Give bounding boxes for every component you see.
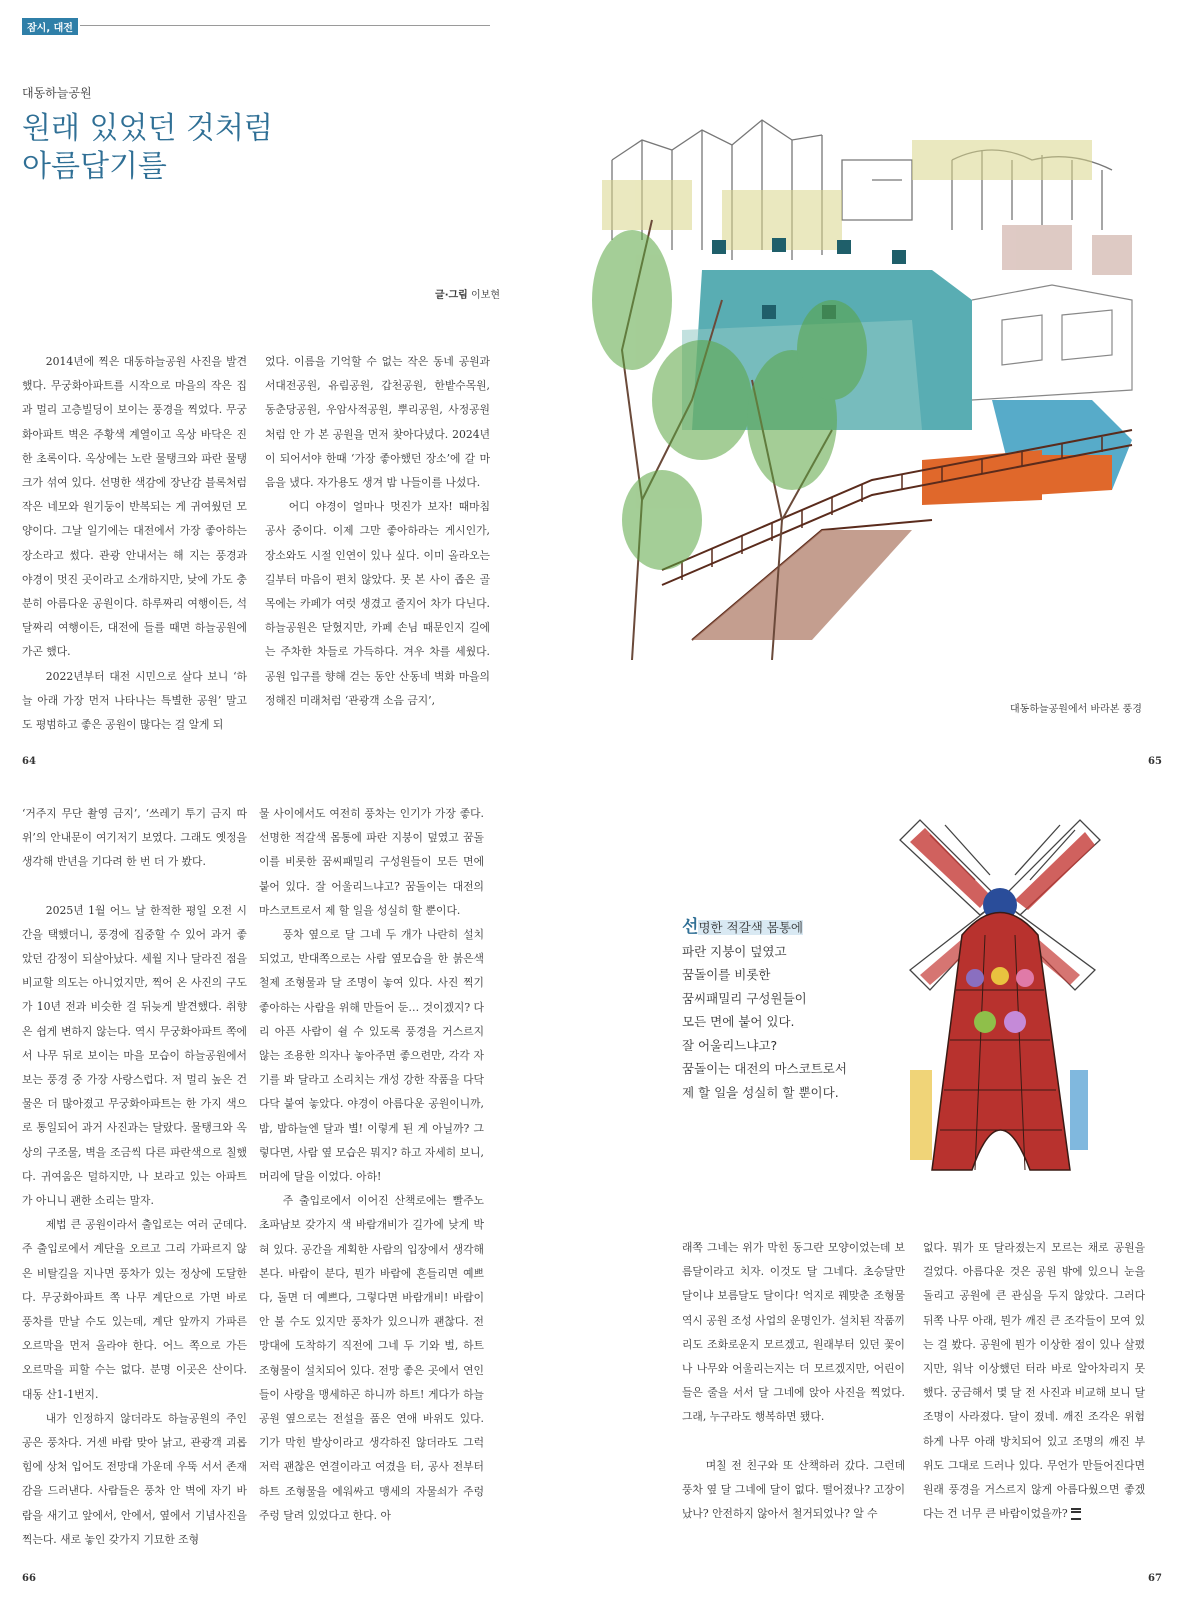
byline-role: 글·그림 <box>435 290 468 301</box>
pull-quote-line: 꿈돌이를 비롯한 <box>682 967 771 982</box>
page-number-64: 64 <box>22 756 36 767</box>
title-line-1: 원래 있었던 것처럼 <box>22 111 273 146</box>
pull-quote-line: 모든 면에 붙어 있다. <box>682 1014 795 1029</box>
pull-quote-line: 파란 지붕이 덮였고 <box>682 943 787 959</box>
paragraph: 며칠 전 친구와 또 산책하러 갔다. 그런데 풍차 옆 달 그네에 달이 없다. 떨어졌나? 고장이 났나? 안전하지 않아서 철거되었나? 알 수 <box>682 1458 905 1521</box>
page-number-67: 67 <box>1148 1573 1162 1584</box>
illustration-caption: 대동하늘공원에서 바라본 풍경 <box>1010 704 1142 715</box>
pull-quote <box>682 916 892 1104</box>
byline <box>400 286 500 301</box>
end-mark-icon <box>1071 1508 1081 1520</box>
paragraph: 주 출입로에서 이어진 산책로에는 빨주노초파남보 갖가지 색 바람개비가 길가에 낮게 박혀 있다. 공간을 계획한 사람의 입장에서 생각해 본다. 바람이 분다, 뭔가 바람에 흔들리면 예쁘다, 돌면 더 예쁘다, 그렇다면 바람개비! 바람이 안 불 수도 있지만 풍차가 있으니까 괜찮다. 전망대에 도착하기 직전에 그네 두 기와 벌, 하트 조형물이 설치되어 있다. 전망 좋은 곳에서 연인들이 사랑을 맹세하곤 하니까 하트! 게다가 하늘공원 옆으로는 전설을 품은 연애 바위도 있다. 기가 막힌 발상이라고 생각하진 않더라도 그럭저럭 괜찮은 연결이라고 여겼을 터, 공사 전부터 하트 조형물을 에워싸고 맹세의 자물쇠가 주렁주렁 달려 있었다고 한다. 아 <box>259 1194 484 1522</box>
page67-column-2 <box>923 1236 1145 1526</box>
pull-quote-initial: 선 <box>682 917 699 937</box>
section-tag: 잠시, 대전 <box>22 18 78 35</box>
page66-column-1 <box>22 802 247 1552</box>
park-view-illustration <box>572 100 1152 660</box>
paragraph: 내가 인정하지 않더라도 하늘공원의 주인공은 풍차다. 거센 바람 맞아 낡고, 관광객 괴롭힘에 상처 입어도 전망대 가운데 우뚝 서서 존재감을 드러낸다. 사람들은 풍차 안 벽에 자기 바람을 새기고 앞에서, 안에서, 옆에서 기념사진을 찍는다. 새로 놓인 갖가지 기묘한 조형 <box>22 1411 247 1546</box>
pull-quote-line: 제 할 일을 성실히 할 뿐이다. <box>682 1084 839 1100</box>
paragraph: 어디 야경이 얼마나 멋진가 보자! 때마침 공사 중이다. 이제 그만 좋아하라는 게시인가, 장소와도 시절 인연이 있나 싶다. 이미 올라오는 길부터 마음이 편치 않았다. 못 본 사이 좁은 골목에는 카페가 여럿 생겼고 줄지어 차가 다닌다. 하늘공원은 닫혔지만, 카페 손님 때문인지 길에는 주차한 차들로 가득하다. 겨우 차를 세웠다. 공원 입구를 향해 걷는 동안 산동네 벽화 마을의 정해진 미래처럼 ‘관광객 소음 금지’, <box>265 500 490 707</box>
title-line-2: 아름답기를 <box>22 149 167 184</box>
pull-quote-first-line: 명한 적갈색 몸통에 <box>698 920 803 935</box>
paragraph-text: 없다. 뭐가 또 달라졌는지 모르는 채로 공원을 걸었다. 아름다운 것은 공원 밖에 있으니 눈을 돌리고 공원에 큰 관심을 두지 않았다. 그러다 뒤쪽 나무 아래, 뭔가 깨진 큰 조각들이 모여 있는 걸 봤다. 공원에 뭔가 이상한 점이 있나 살폈지만, 워낙 이상했던 터라 바로 알아차리지 못했다. 궁금해서 몇 달 전 사진과 비교해 보니 달조명이 사라졌다. 달이 졌네. 깨진 조각은 위험하게 나무 아래 방치되어 있고 조명의 깨진 부위도 그대로 드러나 있다. 무언가 만들어진다면 원래 풍경을 거스르지 않게 아름다웠으면 좋겠다는 건 너무 큰 바람이었을까? <box>923 1241 1145 1521</box>
header-rule <box>80 25 490 26</box>
paragraph: 2022년부터 대전 시민으로 살다 보니 ‘하늘 아래 가장 먼저 나타나는 특별한 공원’ 말고도 평범하고 좋은 공원이 많다는 걸 알게 되 <box>22 669 247 732</box>
paragraph: 2014년에 찍은 대동하늘공원 사진을 발견했다. 무궁화아파트를 시작으로 마을의 작은 집과 멀리 고층빌딩이 보이는 풍경을 찍었다. 무궁화아파트 벽은 주황색 계열이고 옥상 바닥은 진한 초록이다. 옥상에는 노란 물탱크와 파란 물탱크가 섞여 있다. 선명한 색감에 장난감 블록처럼 작은 네모와 원기둥이 반복되는 게 귀여웠던 모양이다. 그날 일기에는 대전에서 가장 좋아하는 장소라고 썼다. 관광 안내서는 해 지는 풍경과 야경이 멋진 곳이라고 소개하지만, 낮에 가도 충분히 아름다운 공원이다. 하루짜리 여행이든, 석 달짜리 여행이든, 대전에 들를 때면 하늘공원에 가곤 했다. <box>22 355 247 659</box>
page67-column-1 <box>682 1236 905 1526</box>
page66-column-2 <box>259 802 484 1528</box>
page-number-65: 65 <box>1148 756 1162 767</box>
paragraph: 었다. 이름을 기억할 수 없는 작은 동네 공원과 서대전공원, 유림공원, 갑천공원, 한밭수목원, 동춘당공원, 우암사적공원, 뿌리공원, 사정공원처럼 안 가 본 공원을 먼저 찾아다녔다. 2024년이 되어서야 한때 ‘가장 좋아했던 장소’에 갈 마음을 냈다. 자가용도 생겨 밤 나들이를 나섰다. <box>265 355 490 490</box>
pull-quote-line: 꿈돌이는 대전의 마스코트로서 <box>682 1061 847 1076</box>
pull-quote-line: 잘 어울리느냐고? <box>682 1037 778 1053</box>
paragraph <box>923 1236 1145 1526</box>
paragraph: 물 사이에서도 여전히 풍차는 인기가 가장 좋다. 선명한 적갈색 몸통에 파란 지붕이 덮였고 꿈돌이를 비롯한 꿈씨패밀리 구성원들이 모든 면에 붙어 있다. 잘 어울리느냐고? 꿈돌이는 대전의 마스코트로서 제 할 일을 성실히 할 뿐이다. <box>259 807 484 917</box>
byline-name: 이보현 <box>471 290 500 301</box>
pull-quote-line <box>682 916 892 940</box>
pull-quote-line: 꿈씨패밀리 구성원들이 <box>682 990 807 1006</box>
paragraph: ‘거주지 무단 촬영 금지’, ‘쓰레기 투기 금지 따위’의 안내문이 여기저기 보였다. 그래도 옛정을 생각해 반년을 기다려 한 번 더 가 봤다. <box>22 807 247 869</box>
page-number-66: 66 <box>22 1573 36 1584</box>
windmill-illustration <box>880 800 1140 1220</box>
paragraph: 래쪽 그네는 위가 막힌 동그란 모양이었는데 보름달이라고 치자. 이것도 달 그네다. 초승달만 달이냐 보름달도 달이다! 억지로 꿰맞춘 조형물 역시 공원 조성 사업의 운명인가. 설치된 작품끼리도 조화로운지 모르겠고, 원래부터 있던 꽃이나 나무와 어울리는지는 더 모르겠지만, 어린이들은 줄을 서서 달 그네에 앉아 사진을 찍었다. 그래, 누구라도 행복하면 됐다. <box>682 1241 905 1424</box>
page64-column-1 <box>22 350 247 737</box>
paragraph: 풍차 옆으로 달 그네 두 개가 나란히 설치되었고, 반대쪽으로는 사람 옆모습을 한 붉은색 철제 조형물과 달 조명이 놓여 있다. 사진 찍기 좋아하는 사람을 위해 만들어 둔… 것이겠지? 다리 아픈 사람이 쉴 수 있도록 풍경을 거스르지 않는 조용한 의자나 놓아주면 좋으련만, 각각 자기를 봐 달라고 소리치는 개성 강한 작품을 다닥다닥 붙여 놓았다. 야경이 아름다운 공원이니까, 밤, 밤하늘엔 달과 별! 이렇게 된 게 아닐까? 그렇다면, 사람 옆 모습은 뭐지? 하고 자세히 보니, 머리에 달을 이었다. 아하! <box>259 928 484 1184</box>
paragraph: 2025년 1월 어느 날 한적한 평일 오전 시간을 택했더니, 풍경에 집중할 수 있어 과거 좋았던 감정이 되살아났다. 세월 지나 달라진 점을 비교할 의도는 아니었지만, 찍어 온 사진의 구도가 10년 전과 비슷한 걸 뒤늦게 발견했다. 취향은 쉽게 변하지 않는다. 역시 무궁화아파트 쪽에서 나무 뒤로 보이는 마을 모습이 하늘공원에서 보는 풍경 중 가장 사랑스럽다. 저 멀리 높은 건물은 더 많아졌고 무궁화아파트는 한 가지 색으로 통일되어 과거 사진과는 달랐다. 물탱크와 옥상의 구조물, 벽을 조금씩 다른 파란색으로 칠했다. 귀여움은 덜하지만, 나 보라고 있는 아파트가 아니니 괜한 소리는 말자. <box>22 903 247 1208</box>
page64-column-2 <box>265 350 490 713</box>
article-title <box>22 110 302 186</box>
paragraph: 제법 큰 공원이라서 출입로는 여러 군데다. 주 출입로에서 계단을 오르고 그리 가파르지 않은 비탈길을 지나면 풍차가 있는 정상에 도달한다. 무궁화아파트 쪽 나무 계단으로 가면 바로 풍차를 만날 수도 있는데, 계단 앞까지 가파른 오르막을 먼저 올라야 한다. 어느 쪽으로 가든 오르막을 피할 수는 없다. 분명 이곳은 산이다. 대동 산1-1번지. <box>22 1218 247 1401</box>
article-kicker: 대동하늘공원 <box>22 86 92 100</box>
